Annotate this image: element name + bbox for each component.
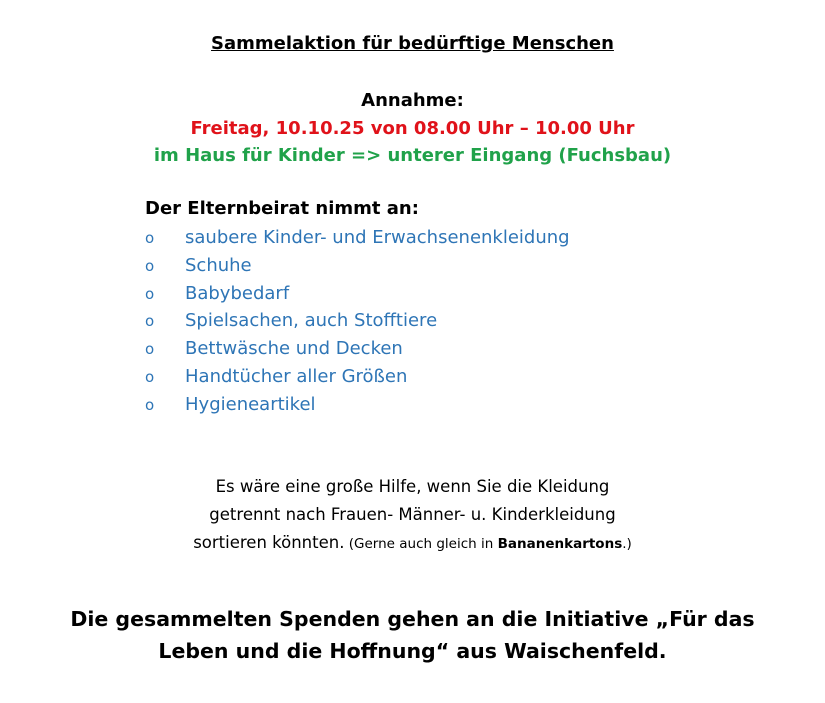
bullet-icon: o: [145, 395, 155, 414]
closing-line-2: Leben und die Hoffnung“ aus Waischenfeld.: [158, 639, 667, 663]
list-item: [145, 224, 570, 252]
bullet-icon: o: [145, 229, 155, 247]
list-item: [145, 307, 570, 335]
note-paren-end: .): [622, 536, 632, 552]
bullet-icon: o: [145, 367, 155, 386]
list-item: [145, 391, 570, 419]
closing-line-1: Die gesammelten Spenden gehen an die Initiative „Für das: [70, 607, 755, 631]
note-line-3: [0, 529, 825, 558]
list-item: [145, 280, 570, 308]
bullet-icon: o: [145, 312, 155, 331]
list-item: [145, 363, 570, 391]
note-line-1: Es wäre eine große Hilfe, wenn Sie die Kleidung: [215, 477, 610, 496]
list-heading: Der Elternbeirat nimmt an:: [145, 198, 419, 219]
list-item-label: Hygieneartikel: [185, 393, 316, 415]
bullet-icon: o: [145, 256, 155, 275]
annahme-date-time: Freitag, 10.10.25 von 08.00 Uhr – 10.00 Uhr: [190, 118, 635, 139]
list-item-label: saubere Kinder- und Erwachsenenkleidung: [185, 227, 570, 248]
list-item-label: Handtücher aller Größen: [185, 365, 408, 387]
annahme-label: Annahme:: [361, 90, 464, 111]
list-item-label: Spielsachen, auch Stofftiere: [185, 310, 438, 332]
list-item: [145, 335, 570, 363]
page-title: Sammelaktion für bedürftige Menschen: [211, 33, 614, 54]
list-item-label: Schuhe: [185, 254, 252, 276]
note-line-3-start: sortieren könnten.: [193, 533, 345, 552]
note-paren-start: (Gerne auch gleich in: [344, 536, 498, 552]
list-item-label: Babybedarf: [185, 282, 290, 304]
note-bananenkartons: Bananenkartons: [497, 536, 623, 552]
bullet-icon: o: [145, 340, 155, 359]
accepted-items-list: [145, 224, 570, 419]
list-item-label: Bettwäsche und Decken: [185, 338, 403, 360]
list-item: [145, 252, 570, 280]
bullet-icon: o: [145, 284, 155, 303]
annahme-location: im Haus für Kinder => unterer Eingang (Fuchsbau): [153, 145, 672, 166]
note-line-2: getrennt nach Frauen- Männer- u. Kinderkleidung: [209, 505, 616, 524]
